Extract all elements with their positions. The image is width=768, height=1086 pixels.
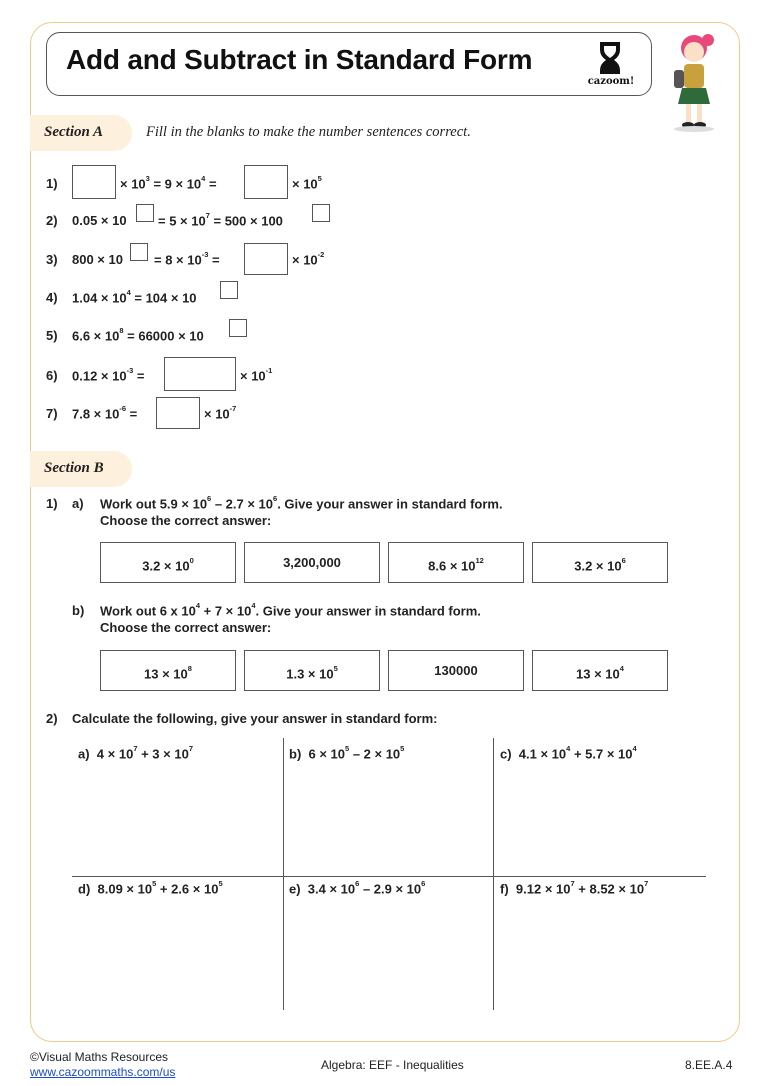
answer-blank[interactable] <box>244 165 288 199</box>
q2-part-f: f) $9.12 \times 10^7 + 8.52 \times 10^7$ <box>500 879 649 897</box>
section-a-label: Section A <box>30 115 132 151</box>
answer-blank[interactable] <box>164 357 236 391</box>
q2-question: Calculate the following, give your answer in standard form: <box>72 711 438 726</box>
q2-part-e: e) $3.4 \times 10^6 - 2.9 \times 10^6$ <box>289 879 426 897</box>
q1b-choice-1[interactable]: $13 \times 10^8$ <box>100 650 236 691</box>
section-b-label: Section B <box>30 451 132 487</box>
section-a-instruction: Fill in the blanks to make the number sentences correct. <box>146 124 471 140</box>
exponent-blank[interactable] <box>312 204 330 222</box>
q1b-choose: Choose the correct answer: <box>100 620 272 635</box>
footer-link[interactable]: www.cazoommaths.com/us <box>30 1065 176 1079</box>
q1a-choice-2[interactable]: 3,200,000 <box>244 542 380 583</box>
q1a-choice-1[interactable]: $3.2 \times 10^0$ <box>100 542 236 583</box>
answer-blank[interactable] <box>72 165 116 199</box>
cartoon-girl-icon <box>664 30 724 132</box>
q1b-choice-2[interactable]: $1.3 \times 10^5$ <box>244 650 380 691</box>
footer-topic: Algebra: EEF - Inequalities <box>321 1058 464 1072</box>
grid-divider <box>493 738 494 1010</box>
q1a-choice-3[interactable]: $8.6 \times 10^{12}$ <box>388 542 524 583</box>
exponent-blank[interactable] <box>229 319 247 337</box>
q1b-label: b) <box>72 603 85 618</box>
q1a-question: Work out $5.9 \times 10^6 - 2.7 \times 10^6$. Give your answer in standard form. <box>100 494 503 512</box>
grid-divider <box>72 876 706 877</box>
q2-part-c: c) $4.1 \times 10^4 + 5.7 \times 10^4$ <box>500 744 637 762</box>
answer-blank[interactable] <box>156 397 200 429</box>
answer-blank[interactable] <box>244 243 288 275</box>
exponent-blank[interactable] <box>220 281 238 299</box>
q1b-question: Work out 6 x $10^4 + 7 \times 10^4$. Give your answer in standard form. <box>100 601 481 619</box>
q1a-choose: Choose the correct answer: <box>100 513 272 528</box>
q1a-label: a) <box>72 496 84 511</box>
q1a-choice-4[interactable]: $3.2 \times 10^6$ <box>532 542 668 583</box>
q2-part-b: b) $6 \times 10^5 - 2 \times 10^5$ <box>289 744 405 762</box>
exponent-blank[interactable] <box>130 243 148 261</box>
q2-part-a: a) $4 \times 10^7 + 3 \times 10^7$ <box>78 744 193 762</box>
q2-part-d: d) $8.09 \times 10^5 + 2.6 \times 10^5$ <box>78 879 223 897</box>
worksheet-title: Add and Subtract in Standard Form <box>66 44 533 75</box>
q1b-choice-3[interactable]: 130000 <box>388 650 524 691</box>
q1b-choice-4[interactable]: $13 \times 10^4$ <box>532 650 668 691</box>
footer-copyright: ©Visual Maths Resources <box>30 1050 169 1064</box>
q1-number: 1) <box>46 496 58 511</box>
grid-divider <box>283 738 284 1010</box>
exponent-blank[interactable] <box>136 204 154 222</box>
q2-number: 2) <box>46 711 58 726</box>
logo-text: cazoom! <box>587 76 635 87</box>
footer-standard-code: 8.EE.A.4 <box>685 1058 733 1072</box>
